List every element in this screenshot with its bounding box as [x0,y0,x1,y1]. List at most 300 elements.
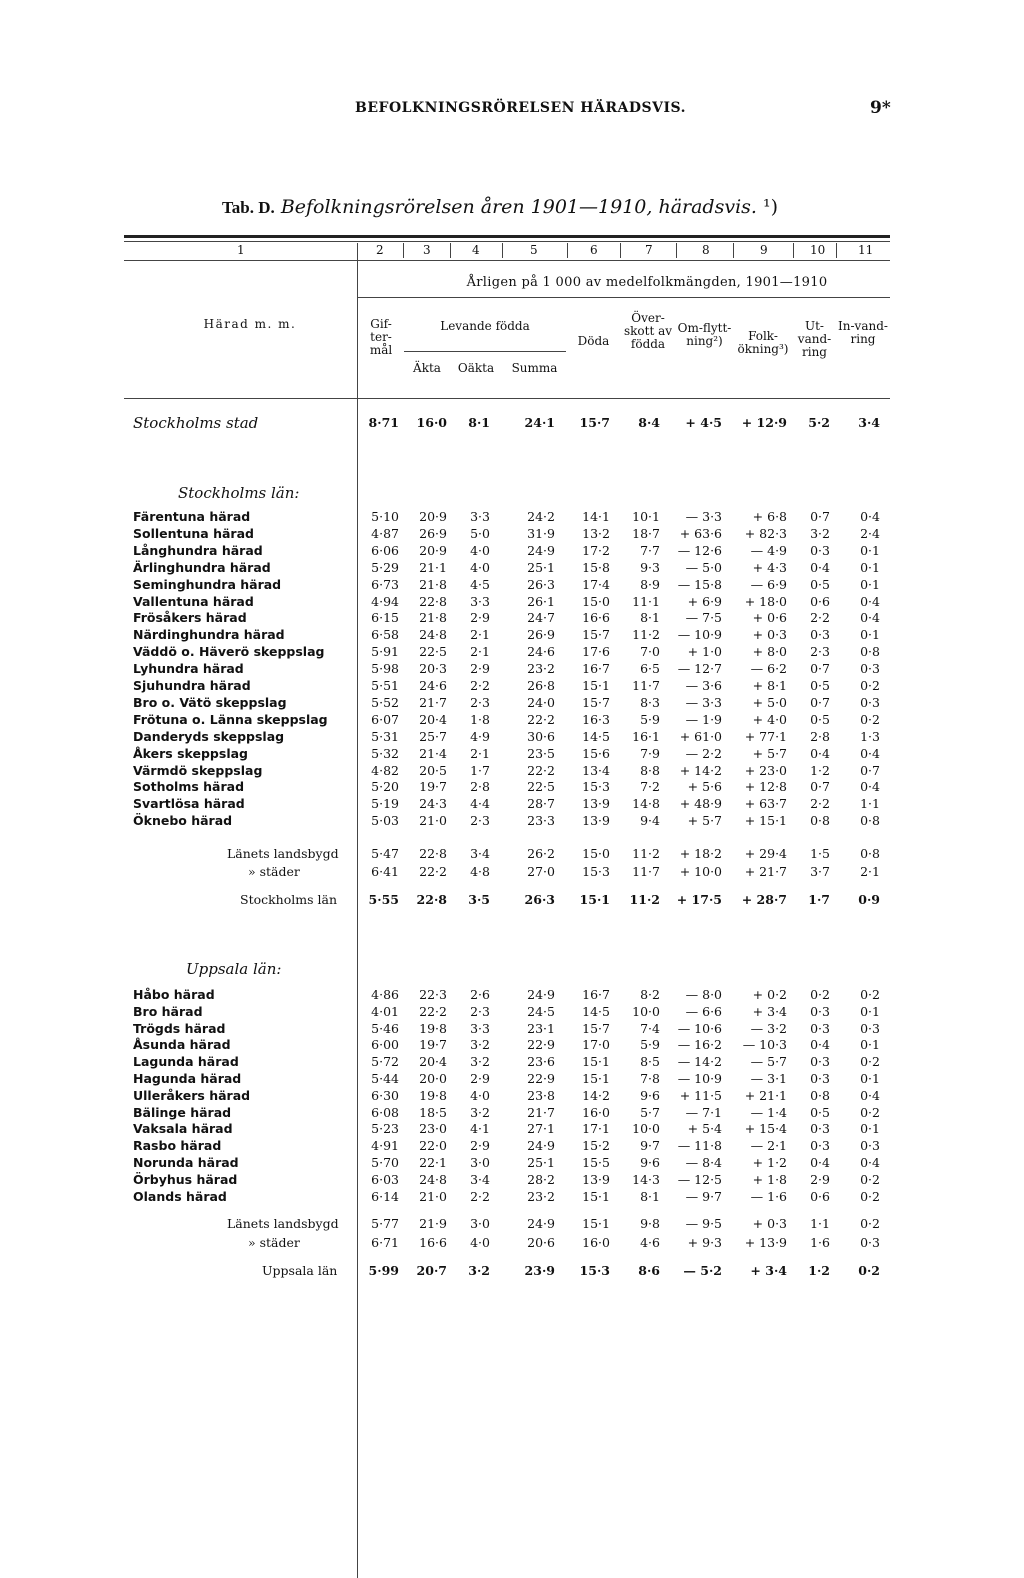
cell-oakta: 2·2 [470,1188,490,1204]
cell-overskott: 7·9 [640,745,660,761]
row-label: Länets landsbygd [227,1216,339,1231]
row-label: Öknebo härad [133,813,233,829]
col-num: 5 [530,243,538,257]
col-num: 2 [376,243,384,257]
row-label: Bro o. Vätö skeppslag [133,694,287,710]
cell-giftermal: 5·98 [371,661,399,677]
cell-akta: 25·7 [419,728,447,744]
cell-omflyttning: + 48·9 [679,796,722,812]
table-row [0,729,1024,746]
col-num: 10 [810,243,826,257]
cell-folkokning: + 8·0 [752,644,787,660]
cell-omflyttning: + 4·5 [685,415,722,430]
cell-overskott: 11·2 [632,846,660,861]
row-label: » städer [248,864,300,879]
cell-invandring: 0·2 [860,678,880,693]
cell-giftermal: 5·70 [371,1155,399,1170]
cell-omflyttning: — 7·1 [685,1104,722,1120]
cell-akta: 24·3 [419,796,447,812]
cell-doda: 15·3 [582,864,610,879]
col-divider [793,243,794,258]
table-row [0,560,1024,577]
cell-giftermal: 4·87 [371,525,399,541]
cell-oakta: 2·9 [470,1071,490,1086]
cell-oakta: 3·0 [470,1155,490,1170]
cell-invandring: 0·4 [860,1155,880,1170]
row-label: Trögds härad [133,1020,226,1036]
cell-summa: 24·1 [524,415,555,430]
cell-summa: 26·3 [524,892,555,907]
cell-utvandring: 0·5 [810,1104,830,1120]
cell-summa: 27·0 [527,864,555,879]
cell-folkokning: + 5·7 [752,745,787,761]
table-row [0,712,1024,729]
row-label: Uppsala län [262,1263,338,1278]
cell-oakta: 3·3 [470,593,490,609]
cell-oakta: 3·2 [468,1263,490,1278]
cell-invandring: 0·1 [860,1071,880,1086]
row-label: Närdinghundra härad [133,627,285,643]
cell-overskott: 11·7 [632,864,660,879]
cell-doda: 15·5 [582,1155,610,1170]
cell-akta: 16·0 [416,415,447,430]
cell-doda: 15·0 [582,593,610,609]
cell-folkokning: + 21·7 [744,864,787,879]
cell-omflyttning: — 3·6 [685,678,722,693]
cell-summa: 28·7 [527,796,555,812]
col-num: 7 [645,243,653,257]
row-label: Frötuna o. Länna skeppslag [133,711,328,727]
cell-doda: 15·6 [582,745,610,761]
cell-omflyttning: — 3·3 [685,509,722,524]
cell-omflyttning: + 14·2 [679,762,722,778]
cell-oakta: 4·0 [470,542,490,558]
table-row [0,1121,1024,1138]
row-label: Svartlösa härad [133,796,245,812]
cell-folkokning: + 0·3 [752,1216,787,1231]
cell-utvandring: 0·7 [810,509,830,524]
cell-giftermal: 5·29 [371,559,399,575]
row-label: Värmdö skeppslag [133,762,263,778]
cell-doda: 15·1 [582,678,610,693]
cell-akta: 22·2 [419,864,447,879]
cell-oakta: 4·0 [470,1087,490,1103]
cell-doda: 15·1 [582,1054,610,1070]
table-row [0,746,1024,763]
cell-omflyttning: + 6·9 [687,593,722,609]
row-label: Färentuna härad [133,509,251,524]
table-row [0,610,1024,627]
cell-oakta: 2·9 [470,661,490,677]
cell-folkokning: + 82·3 [744,525,787,541]
cell-akta: 22·2 [419,1003,447,1019]
cell-akta: 20·5 [419,762,447,778]
cell-doda: 15·2 [582,1138,610,1154]
cell-overskott: 9·8 [640,1216,660,1231]
cell-giftermal: 6·73 [371,576,399,592]
cell-folkokning: + 3·4 [752,1003,787,1019]
cell-folkokning: + 63·7 [744,796,787,812]
cell-omflyttning: — 2·2 [685,745,722,761]
cell-oakta: 2·9 [470,1138,490,1154]
cell-utvandring: 0·4 [810,745,830,761]
cell-summa: 23·8 [527,1087,555,1103]
header-invandring: In-vand-ring [838,319,888,346]
cell-invandring: 3·4 [858,415,880,430]
cell-overskott: 8·1 [640,1188,660,1204]
cell-giftermal: 5·47 [371,846,399,861]
cell-omflyttning: — 10·9 [677,1071,722,1086]
row-label: Länets landsbygd [227,846,339,861]
header-rule [124,260,890,261]
cell-oakta: 2·3 [470,1003,490,1019]
cell-invandring: 0·4 [860,509,880,524]
cell-giftermal: 5·19 [371,796,399,812]
cell-doda: 15·3 [579,1263,610,1278]
cell-folkokning: + 4·3 [752,559,787,575]
cell-doda: 13·4 [582,762,610,778]
cell-summa: 24·7 [527,610,555,626]
table-row [0,1189,1024,1206]
cell-utvandring: 0·8 [810,1087,830,1103]
cell-folkokning: + 15·4 [744,1121,787,1137]
cell-giftermal: 6·41 [371,864,399,879]
cell-akta: 24·8 [419,1171,447,1187]
table-row [0,779,1024,796]
cell-overskott: 11·7 [632,678,660,693]
row-label: Lyhundra härad [133,661,244,677]
cell-overskott: 9·3 [640,559,660,575]
cell-summa: 24·9 [527,1216,555,1231]
cell-giftermal: 6·06 [371,542,399,558]
cell-doda: 16·0 [582,1235,610,1250]
cell-utvandring: 0·3 [810,627,830,643]
cell-giftermal: 6·30 [371,1087,399,1103]
cell-doda: 15·7 [582,627,610,643]
table-row [0,1037,1024,1054]
table-row [0,1105,1024,1122]
cell-invandring: 0·2 [860,987,880,1002]
col-divider [676,243,677,258]
cell-folkokning: — 10·3 [742,1037,787,1053]
cell-doda: 16·7 [582,987,610,1002]
cell-giftermal: 4·94 [371,593,399,609]
table-row [0,695,1024,712]
cell-akta: 21·4 [419,745,447,761]
table-row [0,1263,1024,1280]
cell-summa: 22·2 [527,711,555,727]
cell-invandring: 0·3 [860,694,880,710]
cell-summa: 22·5 [527,779,555,795]
cell-omflyttning: + 61·0 [679,728,722,744]
cell-omflyttning: — 12·7 [677,661,722,677]
header-doda: Döda [577,334,610,348]
cell-akta: 26·9 [419,525,447,541]
cell-summa: 24·9 [527,987,555,1002]
cell-folkokning: + 0·2 [752,987,787,1002]
header-oakta: Oäkta [457,361,495,375]
cell-summa: 21·7 [527,1104,555,1120]
cell-akta: 19·8 [419,1087,447,1103]
cell-akta: 18·5 [419,1104,447,1120]
cell-invandring: 1·1 [860,796,880,812]
cell-invandring: 0·7 [860,762,880,778]
cell-giftermal: 5·31 [371,728,399,744]
cell-invandring: 2·4 [860,525,880,541]
cell-omflyttning: — 8·0 [685,987,722,1002]
table-caption: Befolkningsrörelsen åren 1901—1910, häradsvis. [280,196,757,218]
cell-giftermal: 5·32 [371,745,399,761]
cell-overskott: 8·3 [640,694,660,710]
row-label: Väddö o. Häverö skeppslag [133,644,325,660]
cell-akta: 24·6 [419,678,447,693]
cell-akta: 21·9 [419,1216,447,1231]
cell-overskott: 7·4 [640,1020,660,1036]
cell-doda: 15·8 [582,559,610,575]
table-row [0,1138,1024,1155]
cell-overskott: 18·7 [632,525,660,541]
cell-akta: 21·1 [419,559,447,575]
cell-doda: 13·9 [582,1171,610,1187]
col-divider [357,243,358,1578]
cell-folkokning: + 23·0 [744,762,787,778]
row-label: Vaksala härad [133,1121,233,1137]
cell-overskott: 10·0 [632,1003,660,1019]
row-label: Seminghundra härad [133,576,282,592]
cell-utvandring: 0·3 [810,1020,830,1036]
cell-oakta: 4·0 [470,559,490,575]
cell-akta: 20·9 [419,509,447,524]
table-row [0,594,1024,611]
cell-giftermal: 5·10 [371,509,399,524]
cell-summa: 26·8 [527,678,555,693]
table-row [0,813,1024,830]
table-footnote-ref: ¹) [763,196,779,218]
table-row [0,1172,1024,1189]
cell-folkokning: + 13·9 [744,1235,787,1250]
cell-akta: 20·4 [419,1054,447,1070]
table-row [0,1216,1024,1233]
top-rule [124,235,890,238]
col-divider [836,243,837,258]
cell-invandring: 0·1 [860,542,880,558]
cell-folkokning: + 21·1 [744,1087,787,1103]
cell-summa: 28·2 [527,1171,555,1187]
cell-overskott: 16·1 [632,728,660,744]
cell-omflyttning: + 10·0 [679,864,722,879]
cell-invandring: 0·4 [860,593,880,609]
cell-giftermal: 5·91 [371,644,399,660]
row-label: Danderyds skeppslag [133,728,285,744]
cell-folkokning: — 3·1 [750,1071,787,1086]
cell-utvandring: 1·7 [808,892,830,907]
header-utvandring: Ut-vand-ring [797,319,832,359]
table-row [0,644,1024,661]
cell-overskott: 7·8 [640,1071,660,1086]
cell-doda: 17·4 [582,576,610,592]
cell-folkokning: + 8·1 [752,678,787,693]
header-rule [124,398,890,399]
cell-doda: 17·1 [582,1121,610,1137]
cell-invandring: 0·2 [860,1216,880,1231]
cell-omflyttning: — 12·5 [677,1171,722,1187]
cell-doda: 16·7 [582,661,610,677]
cell-invandring: 0·4 [860,745,880,761]
cell-oakta: 3·2 [470,1054,490,1070]
cell-folkokning: + 3·4 [750,1263,787,1278]
cell-oakta: 4·9 [470,728,490,744]
cell-summa: 23·2 [527,1188,555,1204]
header-levande-fodda: Levande födda [440,319,530,333]
cell-oakta: 3·4 [470,1171,490,1187]
cell-giftermal: 5·51 [371,678,399,693]
row-label: Olands härad [133,1188,227,1204]
header-rule [358,297,890,298]
cell-invandring: 0·3 [860,1235,880,1250]
cell-akta: 21·0 [419,1188,447,1204]
section-stockholms-stad: Stockholms stad [133,414,259,432]
cell-giftermal: 5·52 [371,694,399,710]
col-divider [620,243,621,258]
cell-invandring: 0·4 [860,610,880,626]
cell-overskott: 14·3 [632,1171,660,1187]
cell-utvandring: 0·5 [810,576,830,592]
cell-akta: 21·8 [419,576,447,592]
cell-summa: 23·3 [527,813,555,829]
cell-akta: 19·8 [419,1020,447,1036]
table-row [0,892,1024,909]
cell-invandring: 0·8 [860,644,880,660]
table-label: Tab. D. [222,198,275,217]
cell-doda: 15·1 [582,1216,610,1231]
row-label: Vallentuna härad [133,593,254,609]
table-row [0,1054,1024,1071]
cell-oakta: 2·2 [470,678,490,693]
cell-utvandring: 1·5 [810,846,830,861]
header-harad: Härad m. m. [203,317,297,331]
cell-folkokning: — 6·9 [750,576,787,592]
cell-folkokning: + 6·8 [752,509,787,524]
cell-giftermal: 5·44 [371,1071,399,1086]
cell-oakta: 8·1 [468,415,490,430]
cell-summa: 26·2 [527,846,555,861]
cell-utvandring: 2·9 [810,1171,830,1187]
cell-utvandring: 0·3 [810,1054,830,1070]
row-label: Bro härad [133,1003,203,1019]
table-row [0,1021,1024,1038]
cell-invandring: 0·4 [860,779,880,795]
cell-summa: 24·2 [527,509,555,524]
cell-summa: 23·6 [527,1054,555,1070]
cell-utvandring: 0·8 [810,813,830,829]
row-label: Örbyhus härad [133,1171,238,1187]
row-label: Ärlinghundra härad [133,559,271,575]
cell-giftermal: 6·00 [371,1037,399,1053]
cell-akta: 20·0 [419,1071,447,1086]
cell-doda: 17·2 [582,542,610,558]
row-label: Sollentuna härad [133,525,254,541]
cell-invandring: 0·8 [860,846,880,861]
header-folkokning: Folk-ökning³) [737,329,789,356]
row-label: Norunda härad [133,1155,239,1170]
cell-summa: 25·1 [527,559,555,575]
cell-giftermal: 4·82 [371,762,399,778]
cell-akta: 22·3 [419,987,447,1002]
cell-overskott: 8·2 [640,987,660,1002]
cell-invandring: 0·3 [860,661,880,677]
cell-invandring: 0·1 [860,576,880,592]
cell-omflyttning: + 18·2 [679,846,722,861]
table-row [0,627,1024,644]
top-rule-thin [124,241,890,242]
cell-oakta: 2·3 [470,694,490,710]
cell-oakta: 2·9 [470,610,490,626]
cell-omflyttning: — 10·6 [677,1020,722,1036]
table-row [0,1155,1024,1172]
col-num: 11 [858,243,874,257]
cell-akta: 22·8 [419,593,447,609]
cell-doda: 16·3 [582,711,610,727]
span-header: Årligen på 1 000 av medelfolkmängden, 1901—1910 [466,275,828,290]
cell-overskott: 8·8 [640,762,660,778]
cell-utvandring: 0·4 [810,1155,830,1170]
cell-utvandring: 0·4 [810,559,830,575]
cell-overskott: 7·0 [640,644,660,660]
cell-omflyttning: — 10·9 [677,627,722,643]
cell-doda: 15·0 [582,846,610,861]
cell-doda: 17·6 [582,644,610,660]
cell-akta: 22·0 [419,1138,447,1154]
cell-giftermal: 4·01 [371,1003,399,1019]
cell-overskott: 10·1 [632,509,660,524]
cell-omflyttning: — 1·9 [685,711,722,727]
cell-folkokning: + 0·6 [752,610,787,626]
cell-folkokning: + 77·1 [744,728,787,744]
cell-oakta: 4·0 [470,1235,490,1250]
cell-summa: 22·9 [527,1037,555,1053]
cell-oakta: 3·0 [470,1216,490,1231]
cell-invandring: 0·2 [860,1188,880,1204]
cell-folkokning: + 1·2 [752,1155,787,1170]
row-label: Frösåkers härad [133,610,247,626]
cell-utvandring: 3·7 [810,864,830,879]
cell-giftermal: 5·03 [371,813,399,829]
cell-summa: 25·1 [527,1155,555,1170]
cell-utvandring: 0·3 [810,1071,830,1086]
row-label: Sotholms härad [133,779,245,795]
row-label: Stockholms län [240,892,338,907]
cell-invandring: 0·2 [860,711,880,727]
cell-overskott: 8·5 [640,1054,660,1070]
cell-giftermal: 6·07 [371,711,399,727]
cell-summa: 24·6 [527,644,555,660]
cell-omflyttning: + 63·6 [679,525,722,541]
cell-utvandring: 0·4 [810,1037,830,1053]
cell-akta: 22·5 [419,644,447,660]
cell-omflyttning: + 9·3 [687,1235,722,1250]
cell-doda: 14·2 [582,1087,610,1103]
header-rule [404,351,566,352]
cell-omflyttning: + 5·7 [687,813,722,829]
cell-oakta: 4·8 [470,864,490,879]
running-title: BEFOLKNINGSRÖRELSEN HÄRADSVIS. [355,100,687,116]
cell-utvandring: 2·8 [810,728,830,744]
cell-oakta: 4·5 [470,576,490,592]
cell-giftermal: 5·72 [371,1054,399,1070]
row-label: Hagunda härad [133,1071,242,1086]
cell-omflyttning: — 5·0 [685,559,722,575]
cell-akta: 22·8 [416,892,447,907]
